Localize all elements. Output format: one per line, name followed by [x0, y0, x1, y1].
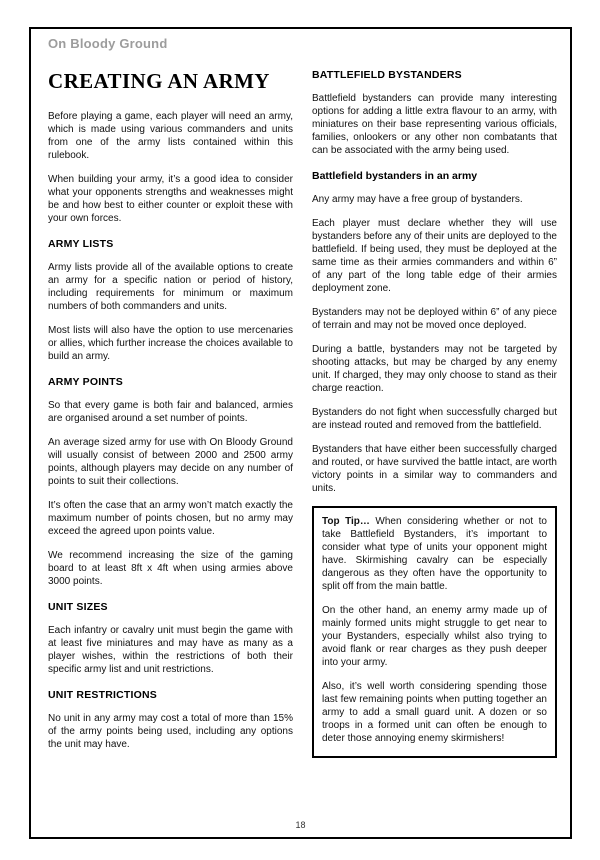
- paragraph-army-points-1: So that every game is both fair and balanced, armies are organised around a set number of points.: [48, 400, 293, 424]
- tip-lead-text: When considering whether or not to take Battlefield Bystanders, it’s important to consider what type of units your opponent might have. Skirmishing cavalry can be especially dangerous as they often have the opportunity to split off from the main battle.: [322, 516, 547, 592]
- heading-battlefield-bystanders: BATTLEFIELD BYSTANDERS: [312, 69, 462, 81]
- tip-paragraph-2: On the other hand, an enemy army made up of mainly formed units might struggle to get near to your Bystanders, especially whilst also trying to avoid flank or rear charges as they push deeper into your army.: [322, 605, 547, 668]
- heading-unit-sizes: UNIT SIZES: [48, 601, 108, 613]
- two-column-layout: [48, 67, 557, 762]
- paragraph-bystanders-army-1: Any army may have a free group of bystanders.: [312, 194, 523, 205]
- top-tip-box: [312, 506, 557, 758]
- heading-bystanders-in-army: Battlefield bystanders in an army: [312, 170, 478, 182]
- paragraph-bystanders-army-3: Bystanders may not be deployed within 6” of any piece of terrain and may not be moved once deployed.: [312, 307, 557, 331]
- paragraph-army-points-4: We recommend increasing the size of the gaming board to at least 8ft x 4ft when using armies above 3000 points.: [48, 550, 293, 587]
- paragraph-army-lists-2: Most lists will also have the option to use mercenaries or allies, which further increase the choices available to build an army.: [48, 325, 293, 362]
- paragraph-bystanders-army-4: During a battle, bystanders may not be targeted by shooting attacks, but may be charged by any enemy unit. If charged, they may only choose to stand as their charge reaction.: [312, 344, 557, 394]
- paragraph-unit-restrictions-1: No unit in any army may cost a total of more than 15% of the army points being used, including any options the unit may have.: [48, 713, 293, 750]
- paragraph-army-lists-1: Army lists provide all of the available options to create an army for a specific nation or period of history, including requirements for minimum or maximum numbers of both commanders and units.: [48, 262, 293, 312]
- brand-header: On Bloody Ground: [48, 36, 168, 51]
- paragraph-unit-sizes-1: Each infantry or cavalry unit must begin the game with at least five miniatures and may have as many as a player wishes, within the restrictions of both their specific army list and unit restrictions.: [48, 625, 293, 675]
- right-column: [312, 67, 557, 762]
- paragraph-army-points-3: It’s often the case that an army won’t match exactly the maximum number of points chosen, but no army may exceed the agreed upon points value.: [48, 500, 293, 537]
- tip-paragraph-3: Also, it’s well worth considering spending those last few remaining points when putting together an army to add a small guard unit. A dozen or so troops in a formed unit can often be enough to deter those annoying enemy skirmishers!: [322, 681, 547, 744]
- heading-army-lists: ARMY LISTS: [48, 238, 114, 250]
- paragraph-army-points-2: An average sized army for use with On Bloody Ground will usually consist of between 2000 and 2500 army points, although players may decide on any number of points to suit their collections.: [48, 437, 293, 487]
- paragraph-bystanders-army-5: Bystanders do not fight when successfully charged but are instead routed and removed from the battlefield.: [312, 407, 557, 431]
- paragraph-bystanders-army-6: Bystanders that have either been successfully charged and routed, or have survived the battle intact, are worth victory points in a similar way to commanders and units.: [312, 444, 557, 494]
- tip-lead: Top Tip…: [322, 516, 370, 527]
- heading-army-points: ARMY POINTS: [48, 376, 123, 388]
- paragraph-bystanders-army-2: Each player must declare whether they will use bystanders before any of their units are deployed to the battlefield. If being used, they must be deployed at the same time as their armies commanders and within 6” of any part of the long table edge of their armies deployment zone.: [312, 218, 557, 294]
- paragraph-intro-1: Before playing a game, each player will need an army, which is made using various commanders and units from one of the army lists contained within this rulebook.: [48, 111, 293, 161]
- page-title: CREATING AN ARMY: [48, 69, 270, 93]
- document-page: [29, 27, 572, 839]
- paragraph-intro-2: When building your army, it’s a good idea to consider what your opponents strengths and weaknesses might be and how best to either counter or exploit these with your own forces.: [48, 174, 293, 224]
- paragraph-bystanders-1: Battlefield bystanders can provide many interesting options for adding a little extra flavour to an army, with miniatures on their base representing various officials, families, onlookers or any other non combatants that can be associated with the army being used.: [312, 93, 557, 156]
- heading-unit-restrictions: UNIT RESTRICTIONS: [48, 689, 157, 701]
- page-number: 18: [295, 820, 306, 830]
- tip-paragraph-1: [322, 515, 547, 593]
- left-column: [48, 67, 293, 762]
